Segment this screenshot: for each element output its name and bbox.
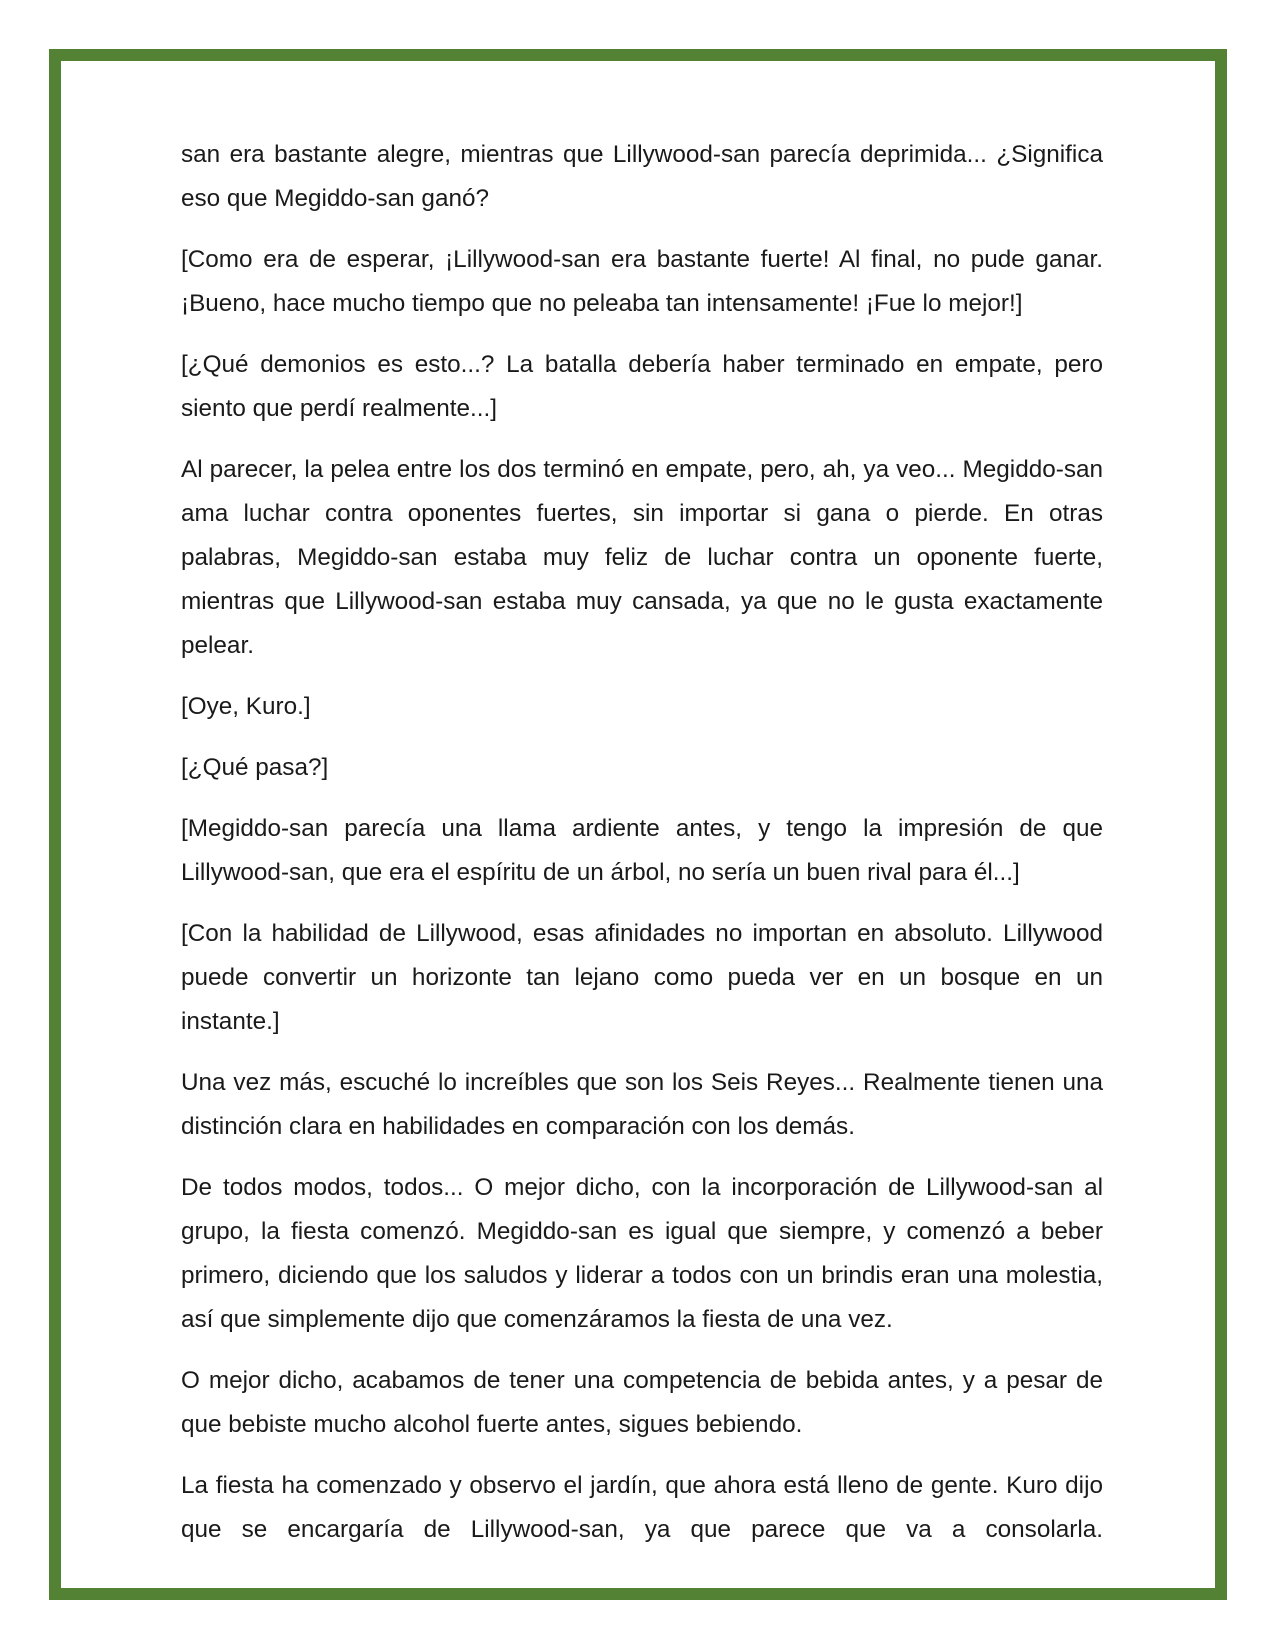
paragraph-9: Una vez más, escuché lo increíbles que son los Seis Reyes... Realmente tienen una distinción clara en habilidades en comparación con los demás. bbox=[181, 1069, 1103, 1140]
text-body bbox=[181, 133, 1103, 1552]
paragraph-6: [¿Qué pasa?] bbox=[181, 754, 329, 781]
paragraph-10: De todos modos, todos... O mejor dicho, con la incorporación de Lillywood-san al grupo, la fiesta comenzó. Megiddo-san es igual que siempre, y comenzó a beber primero, diciendo que los saludos y liderar a todos con un brindis eran una molestia, así que simplemente dijo que comenzáramos la fiesta de una vez. bbox=[181, 1174, 1103, 1333]
paragraph-8: [Con la habilidad de Lillywood, esas afinidades no importan en absoluto. Lillywood puede convertir un horizonte tan lejano como pueda ver en un bosque en un instante.] bbox=[181, 920, 1103, 1035]
paragraph-4: Al parecer, la pelea entre los dos terminó en empate, pero, ah, ya veo... Megiddo-san ama luchar contra oponentes fuertes, sin importar si gana o pierde. En otras palabras, Megiddo-san estaba muy feliz de luchar contra un oponente fuerte, mientras que Lillywood-san estaba muy cansada, ya que no le gusta exactamente pelear. bbox=[181, 456, 1103, 659]
paragraph-7: [Megiddo-san parecía una llama ardiente antes, y tengo la impresión de que Lillywood-san, que era el espíritu de un árbol, no sería un buen rival para él...] bbox=[181, 815, 1103, 886]
page-frame bbox=[49, 49, 1227, 1600]
paragraph-1: san era bastante alegre, mientras que Lillywood-san parecía deprimida... ¿Significa eso que Megiddo-san ganó? bbox=[181, 141, 1103, 212]
paragraph-2: [Como era de esperar, ¡Lillywood-san era bastante fuerte! Al final, no pude ganar. ¡Bueno, hace mucho tiempo que no peleaba tan intensamente! ¡Fue lo mejor!] bbox=[181, 246, 1103, 317]
paragraph-5: [Oye, Kuro.] bbox=[181, 693, 311, 720]
paragraph-3: [¿Qué demonios es esto...? La batalla debería haber terminado en empate, pero siento que perdí realmente...] bbox=[181, 351, 1103, 422]
paragraph-11: O mejor dicho, acabamos de tener una competencia de bebida antes, y a pesar de que bebiste mucho alcohol fuerte antes, sigues bebiendo. bbox=[181, 1367, 1103, 1438]
paragraph-12: La fiesta ha comenzado y observo el jardín, que ahora está lleno de gente. Kuro dijo que se encargaría de Lillywood-san, ya que parece que va a consolarla. bbox=[181, 1472, 1103, 1543]
